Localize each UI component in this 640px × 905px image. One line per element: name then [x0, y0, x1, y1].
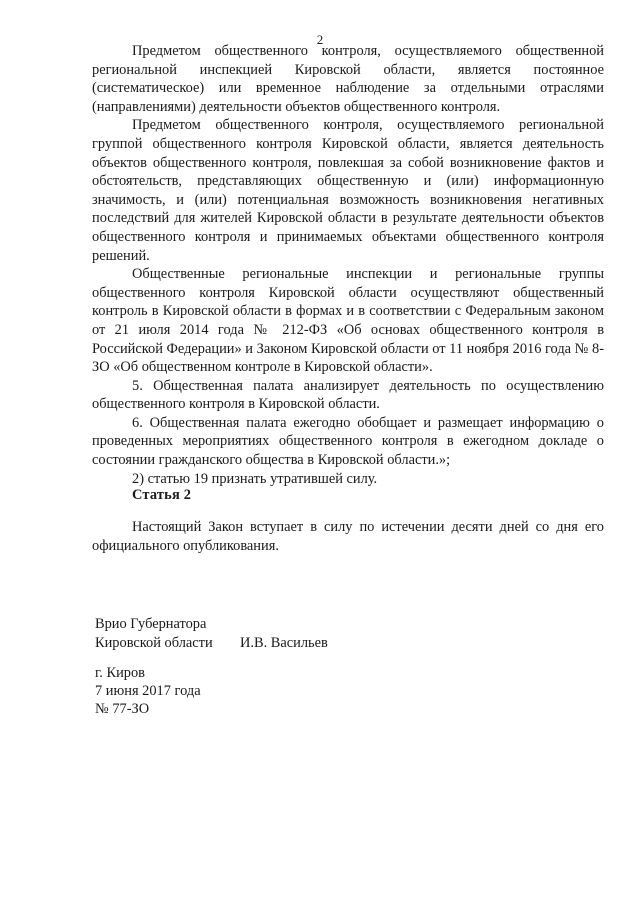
law-number: № 77-ЗО — [95, 701, 150, 717]
signature-block — [95, 615, 328, 653]
paragraph-control-forms: Общественные региональные инспекции и региональные группы общественного контроля Кировской области осуществляют общественный контроль в Кировской области в формах и в соответствии с Федеральным законом от 21 июля 2014 года № 212-ФЗ «Об основах общественного контроля в Российской Федерации» и Законом Кировской области от 11 ноября 2016 года № 8-ЗО «Об общественном контроле в Кировской области». — [92, 266, 604, 376]
date: 7 июня 2017 года — [95, 683, 201, 699]
body-text — [92, 42, 604, 488]
paragraph-group-subject: Предметом общественного контроля, осуществляемого региональной группой общественного контроля Кировской области, является деятельность объектов общественного контроля, повлекшая за собой возникновение фактов и обстоятельств, представляющих общественную и (или) информационную значимость, и (или) потенциальная возможность возникновения негативных последствий для жителей Кировской области в результате деятельности объектов общественного контроля и принимаемых объектами общественного контроля решений. — [92, 117, 604, 264]
place-date-block — [95, 664, 201, 718]
paragraph-item-6: 6. Общественная палата ежегодно обобщает и размещает информацию о проведенных мероприятиях общественного контроля в ежегодном докладе о состоянии гражданского общества в Кировской области.»; — [92, 414, 604, 469]
signature-row — [95, 634, 328, 653]
article-text: Настоящий Закон вступает в силу по истечении десяти дней со дня его официального опубликования. — [92, 519, 604, 554]
city: г. Киров — [95, 665, 145, 681]
paragraph-article-19: 2) статью 19 признать утратившей силу. — [132, 470, 378, 487]
page-number: 2 — [316, 32, 324, 47]
signer-position-line2: Кировской области — [95, 635, 213, 651]
article-heading: Статья 2 — [132, 487, 192, 503]
paragraph-item-5: 5. Общественная палата анализирует деятельность по осуществлению общественного контроля в Кировской области. — [92, 377, 604, 413]
signer-name: И.В. Васильев — [240, 635, 328, 651]
signer-position-line1: Врио Губернатора — [95, 616, 207, 632]
paragraph-inspection-subject: Предметом общественного контроля, осуществляемого общественной региональной инспекцией Кировской области, является постоянное (систематическое) или временное наблюдение за отдельными отраслями (направлениями) деятельности объектов общественного контроля. — [92, 43, 604, 115]
